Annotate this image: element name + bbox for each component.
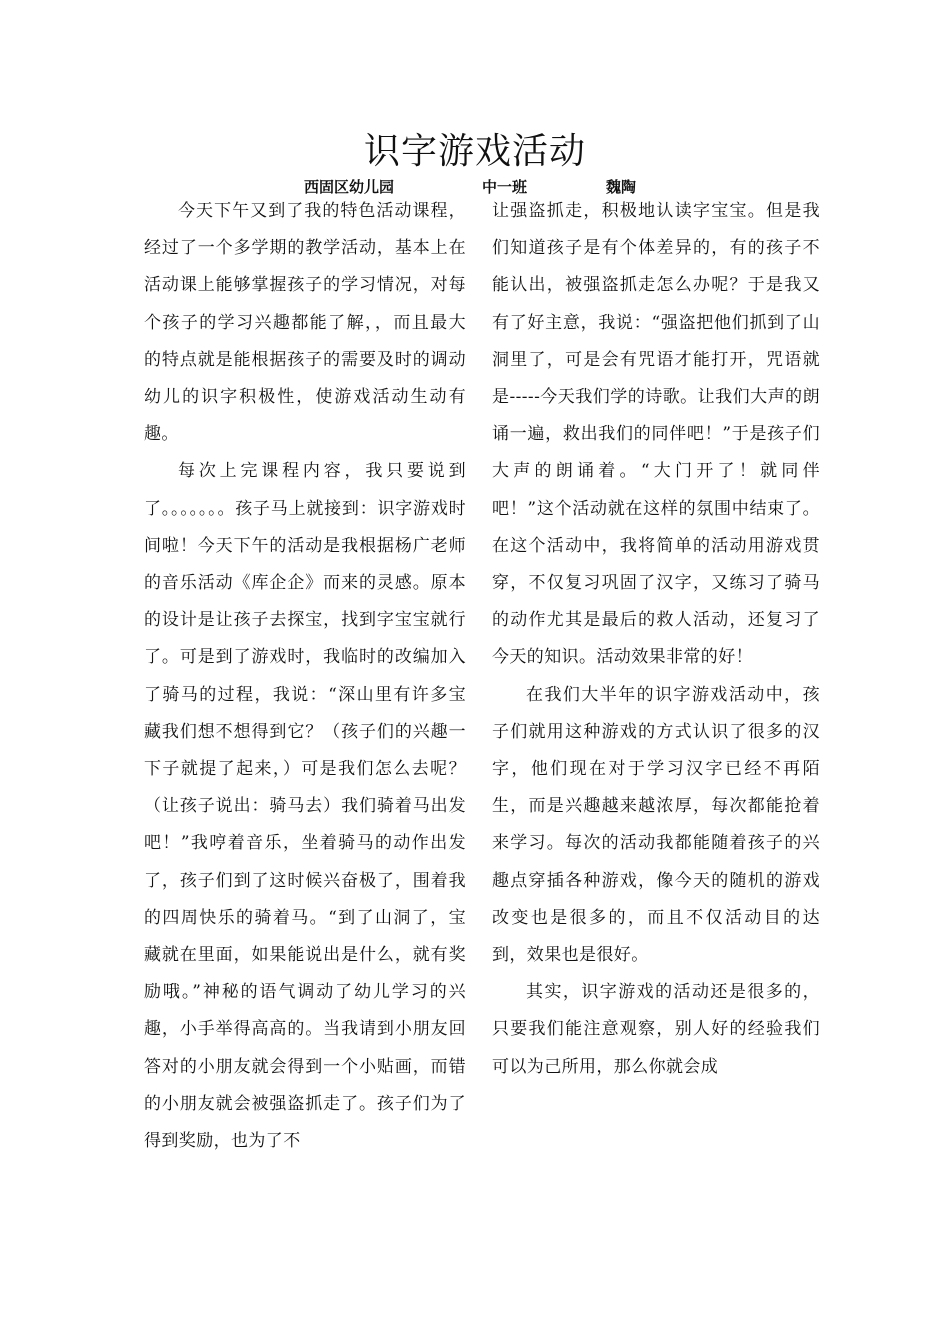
page-title: 识字游戏活动 [363,131,586,172]
byline-school: 西固区幼儿园 [304,178,395,196]
left-column [144,193,466,1160]
byline-class: 中一班 [482,178,528,196]
paragraph-4: 其实，识字游戏的活动还是很多的，只要我们能注意观察，别人好的经验我们可以为己所用，那么你就会成 [492,982,820,1077]
right-column [492,193,820,1086]
paragraph-1: 今天下午又到了我的特色活动课程，经过了一个多学期的教学活动，基本上在活动课上能够掌握孩子的学习情况，对每个孩子的学习兴趣都能了解，，而且最大的特点就是能根据孩子的需要及时的调动幼儿的识字积极性，使游戏活动生动有趣。 [144,201,466,445]
byline-author: 魏陶 [606,178,637,196]
paragraph-2-continued: 让强盗抓走，积极地认读字宝宝。但是我们知道孩子是有个体差异的，有的孩子不能认出，被强盗抓走怎么办呢？于是我又有了好主意，我说：“强盗把他们抓到了山洞里了，可是会有咒语才能打开，咒语就是-----今天我们学的诗歌。让我们大声的朗诵一遍，救出我们的同伴吧！”于是孩子们大声的朗诵着。“大门开了！就同伴吧！”这个活动就在这样的氛围中结束了。在这个活动中，我将简单的活动用游戏贯穿，不仅复习巩固了汉字，又练习了骑马的动作尤其是最后的救人活动，还复习了今天的知识。活动效果非常的好！ [492,201,820,668]
paragraph-2: 每次上完课程内容，我只要说到了。。。。。。。孩子马上就接到：识字游戏时间啦！今天下午的活动是我根据杨广老师的音乐活动《库企企》而来的灵感。原本的设计是让孩子去探宝，找到字宝宝就行了。可是到了游戏时，我临时的改编加入了骑马的过程，我说：“深山里有许多宝藏我们想不想得到它？（孩子们的兴趣一下子就提了起来，）可是我们怎么去呢？（让孩子说出：骑马去）我们骑着马出发吧！”我哼着音乐，坐着骑马的动作出发了，孩子们到了这时候兴奋极了，围着我的四周快乐的骑着马。“到了山洞了，宝藏就在里面，如果能说出是什么，就有奖励哦。”神秘的语气调动了幼儿学习的兴趣，小手举得高高的。当我请到小朋友回答对的小朋友就会得到一个小贴画，而错的小朋友就会被强盗抓走了。孩子们为了得到奖励，也为了不 [144,461,466,1152]
paragraph-3: 在我们大半年的识字游戏活动中，孩子们就用这种游戏的方式认识了很多的汉字，他们现在对于学习汉字已经不再陌生，而是兴趣越来越浓厚，每次都能抢着来学习。每次的活动我都能随着孩子的兴趣点穿插各种游戏，像今天的随机的游戏改变也是很多的，而且不仅活动目的达到，效果也是很好。 [492,684,820,966]
